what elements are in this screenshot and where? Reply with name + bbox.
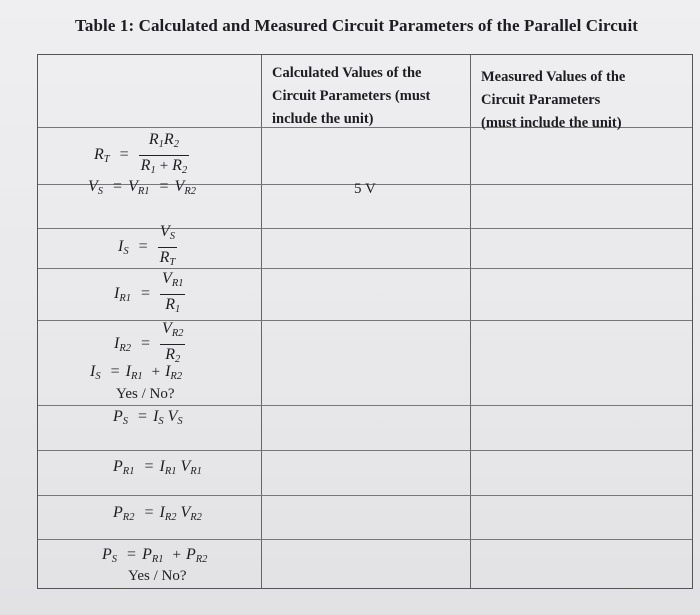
- fraction: [160, 270, 185, 319]
- symbol: P: [113, 458, 123, 475]
- plus-sign: +: [172, 547, 181, 563]
- equals-sign: =: [159, 178, 169, 195]
- column-divider: [261, 55, 262, 588]
- fraction: [160, 320, 185, 369]
- subscript: R2: [195, 554, 208, 565]
- symbol: I: [125, 363, 131, 380]
- subscript: 2: [181, 165, 188, 176]
- header-measured: [481, 66, 625, 135]
- symbol: I: [114, 335, 120, 353]
- symbol: R: [140, 157, 151, 174]
- formula-power-r2: [113, 504, 202, 523]
- formula-power-r1: [113, 458, 202, 477]
- symbol: V: [88, 178, 98, 195]
- header-measured-line: Circuit Parameters: [481, 92, 601, 108]
- formula-source-power: [113, 408, 183, 427]
- symbol: R: [94, 146, 104, 164]
- subscript: 1: [158, 139, 164, 150]
- subscript: R1: [137, 186, 150, 197]
- symbol: I: [159, 458, 165, 475]
- numerator: [160, 270, 185, 295]
- symbol: V: [180, 504, 191, 521]
- formula-total-resistance: [94, 131, 189, 180]
- symbol: P: [102, 546, 112, 563]
- formula-voltage: [88, 178, 196, 197]
- equals-sign: =: [138, 238, 148, 256]
- symbol: P: [113, 504, 123, 521]
- subscript: R1: [151, 554, 164, 565]
- subscript: S: [169, 231, 175, 242]
- symbol: P: [113, 408, 123, 425]
- table-title: Table 1: Calculated and Measured Circuit Parameters of the Parallel Circuit: [75, 16, 639, 35]
- subscript: S: [158, 416, 164, 427]
- numerator: [160, 320, 185, 345]
- symbol: I: [153, 408, 159, 425]
- symbol: V: [167, 408, 178, 425]
- symbol: R: [172, 157, 182, 174]
- symbol: I: [159, 504, 165, 521]
- plus-sign: +: [151, 364, 161, 380]
- symbol: V: [180, 458, 191, 475]
- header-calculated: [272, 62, 430, 131]
- plus-sign: +: [159, 158, 169, 174]
- formula-source-current: [118, 223, 177, 272]
- denominator: [160, 295, 185, 319]
- subscript: S: [122, 416, 129, 427]
- row-divider: [38, 495, 692, 496]
- equals-sign: =: [141, 335, 151, 353]
- subscript: R2: [119, 343, 131, 355]
- formula-current-sum: [90, 363, 182, 382]
- numerator: [139, 131, 190, 156]
- subscript: 1: [150, 165, 156, 176]
- subscript: S: [123, 246, 129, 258]
- header-calculated-line: Calculated Values of the: [272, 65, 422, 81]
- subscript: R1: [190, 466, 202, 477]
- subscript: R1: [122, 466, 135, 477]
- subscript: S: [177, 416, 183, 427]
- formula-power-sum: [102, 546, 207, 565]
- subscript: 2: [173, 139, 179, 150]
- subscript: R2: [170, 371, 183, 382]
- subscript: R2: [171, 328, 184, 339]
- subscript: 1: [175, 304, 181, 315]
- symbol: V: [162, 320, 172, 337]
- equals-sign: =: [110, 363, 120, 380]
- power-sum-check: Yes / No?: [128, 568, 187, 584]
- symbol: V: [128, 178, 138, 195]
- symbol: V: [162, 270, 172, 287]
- subscript: S: [97, 186, 104, 197]
- row-divider: [38, 405, 692, 406]
- symbol: R: [165, 296, 176, 313]
- subscript: R1: [130, 371, 143, 382]
- subscript: R2: [184, 186, 196, 197]
- symbol: I: [114, 285, 120, 303]
- subscript: 2: [175, 354, 181, 365]
- subscript: R1: [171, 278, 184, 289]
- row-divider: [38, 450, 692, 451]
- header-calculated-line: include the unit): [272, 111, 374, 127]
- equals-sign: =: [144, 458, 154, 475]
- symbol: V: [159, 223, 170, 240]
- header-measured-line: (must include the unit): [481, 115, 622, 131]
- subscript: S: [111, 554, 118, 565]
- formula-current-r1: [114, 270, 185, 319]
- numerator: [158, 223, 178, 248]
- equals-sign: =: [113, 178, 123, 195]
- equals-sign: =: [127, 546, 137, 563]
- symbol: I: [165, 363, 171, 380]
- symbol: V: [174, 178, 185, 195]
- subscript: R2: [122, 512, 135, 523]
- equals-sign: =: [119, 146, 129, 164]
- symbol: R: [148, 131, 159, 148]
- symbol: P: [185, 546, 196, 563]
- symbol: R: [163, 131, 174, 148]
- subscript: T: [103, 154, 110, 166]
- subscript: T: [169, 257, 176, 268]
- header-measured-line: Measured Values of the: [481, 69, 626, 85]
- current-sum-check: Yes / No?: [116, 386, 175, 402]
- equals-sign: =: [144, 504, 154, 521]
- symbol: I: [90, 363, 96, 380]
- subscript: R2: [190, 512, 202, 523]
- formula-current-r2: [114, 320, 185, 369]
- equals-sign: =: [141, 285, 151, 303]
- fraction: [139, 131, 190, 180]
- subscript: R1: [164, 466, 177, 477]
- parameters-table: [37, 54, 693, 589]
- equals-sign: =: [138, 408, 148, 425]
- denominator: [158, 248, 178, 272]
- header-calculated-line: Circuit Parameters (must: [272, 88, 431, 104]
- subscript: R2: [164, 512, 177, 523]
- subscript: S: [95, 371, 101, 382]
- symbol: R: [165, 346, 176, 363]
- denominator: [139, 156, 190, 180]
- symbol: I: [118, 238, 124, 256]
- column-divider: [470, 55, 471, 588]
- row-divider: [38, 539, 692, 540]
- calculated-voltage-value: 5 V: [354, 181, 376, 197]
- symbol: R: [159, 249, 170, 266]
- fraction: [158, 223, 178, 272]
- symbol: P: [142, 546, 152, 563]
- subscript: R1: [119, 293, 131, 305]
